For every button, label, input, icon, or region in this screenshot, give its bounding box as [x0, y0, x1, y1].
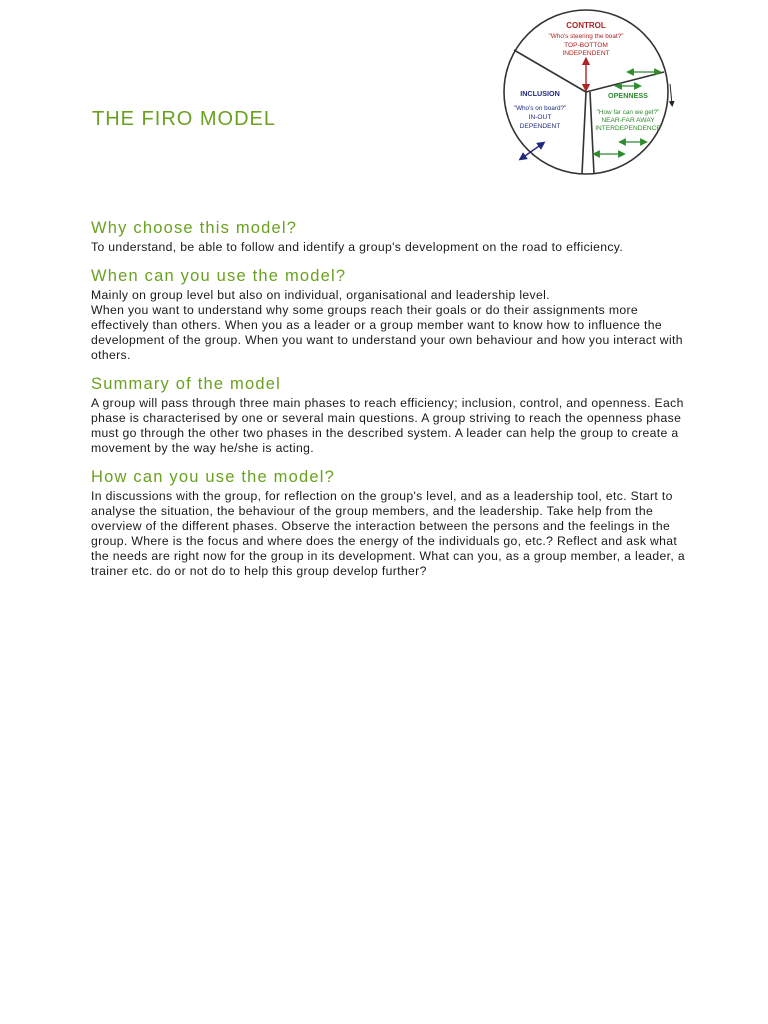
- divider-right: [586, 72, 664, 92]
- section-heading: How can you use the model?: [91, 468, 335, 486]
- openness-question: "How far can we get?": [596, 109, 660, 116]
- section-heading: When can you use the model?: [91, 267, 347, 285]
- firo-diagram: [494, 6, 678, 178]
- section-paragraph: To understand, be able to follow and identify a group's development on the road to efficiency.: [91, 240, 624, 254]
- control-label: CONTROL: [566, 21, 606, 30]
- section-when: [91, 267, 695, 363]
- cycle-arrow-icon: [670, 84, 672, 104]
- inclusion-label: INCLUSION: [520, 89, 560, 98]
- section-why: [91, 219, 695, 255]
- control-question: "Who's steering the boat?": [548, 33, 624, 40]
- divider-bottom-2: [590, 92, 594, 174]
- control-line1: TOP-BOTTOM: [564, 42, 608, 49]
- inclusion-question: "Who's on board?": [513, 105, 567, 112]
- divider-bottom: [582, 92, 586, 174]
- section-how: [91, 468, 695, 579]
- section-paragraph: In discussions with the group, for reflection on the group's level, and as a leadership tool, etc. Start to analyse the situation, the behaviour of the group members, and the leadership. Take help from the overview of the different phases. Observe the interaction between the persons and the feelings in the group. Where is the focus and where does the energy of the individuals go, etc.? Reflect and ask what the needs are right now for the group in its development. What can you, as a group member, a leader, a trainer etc. do or not do to help this group develop further?: [91, 489, 685, 578]
- inclusion-line2: DEPENDENT: [519, 123, 561, 130]
- section-summary: [91, 375, 695, 456]
- section-heading: Why choose this model?: [91, 219, 298, 237]
- section-paragraph: A group will pass through three main phases to reach efficiency; inclusion, control, and openness. Each phase is characterised by one or several main questions. A group striving to reach the openness phase must go through the other two phases in the described system. A leader can help the group to create a movement by the way he/she is acting.: [91, 396, 684, 455]
- openness-label: OPENNESS: [608, 91, 648, 100]
- section-paragraph: Mainly on group level but also on individual, organisational and leadership level.: [91, 288, 550, 302]
- section-paragraph: When you want to understand why some groups reach their goals or do their assignments more effectively than others. When you as a leader or a group member want to know how to influence the development of the group. When you want to understand your own behaviour and how you interact with others.: [91, 303, 683, 362]
- openness-line2: INTERDEPENDENCE: [595, 125, 661, 132]
- page-title: THE FIRO MODEL: [92, 108, 277, 130]
- openness-line1: NEAR-FAR AWAY: [601, 117, 655, 124]
- document-body: [91, 219, 695, 591]
- section-heading: Summary of the model: [91, 375, 281, 393]
- inclusion-line1: IN-OUT: [528, 114, 552, 121]
- control-line2: INDEPENDENT: [562, 50, 610, 57]
